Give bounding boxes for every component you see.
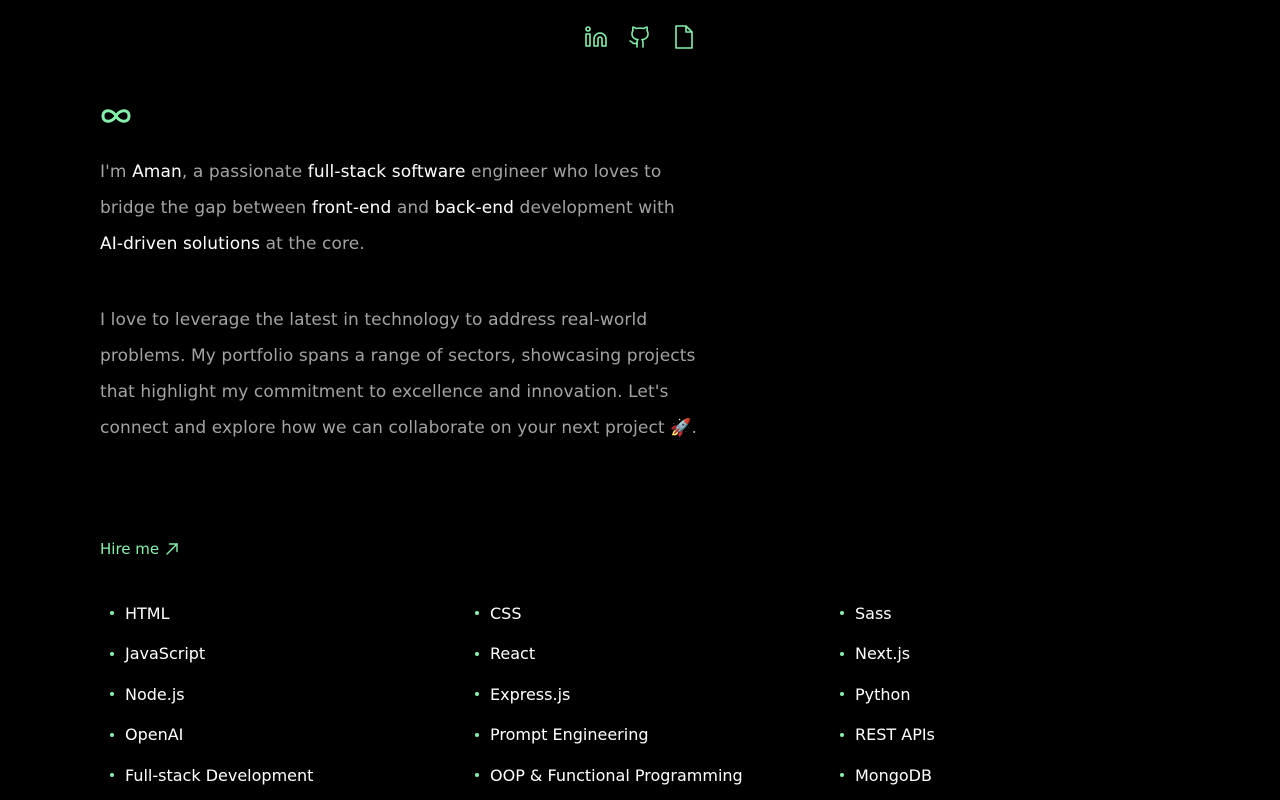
- document-icon: [672, 24, 696, 50]
- skill-label: JavaScript: [125, 644, 206, 664]
- skill-label: React: [490, 644, 536, 664]
- frontend-highlight: front-end: [311, 198, 392, 218]
- skill-label: OOP & Functional Programming: [490, 765, 743, 785]
- bullet-icon: [110, 733, 114, 737]
- github-link[interactable]: [628, 24, 652, 50]
- bio-text: and: [391, 198, 435, 218]
- bullet-icon: [475, 692, 479, 696]
- skill-item: [100, 755, 465, 796]
- hire-me-label: Hire me: [100, 540, 160, 558]
- resume-link[interactable]: [672, 24, 696, 50]
- linkedin-icon: [584, 25, 608, 49]
- bullet-icon: [840, 692, 844, 696]
- bullet-icon: [840, 733, 844, 737]
- skill-label: Python: [855, 684, 911, 704]
- bullet-icon: [475, 733, 479, 737]
- skill-label: MongoDB: [855, 765, 932, 785]
- bullet-icon: [110, 611, 114, 615]
- skill-label: Prompt Engineering: [490, 725, 649, 745]
- bio-text: development with: [514, 198, 675, 218]
- bullet-icon: [475, 773, 479, 777]
- bullet-icon: [475, 611, 479, 615]
- skill-item: [465, 715, 830, 756]
- skill-label: CSS: [490, 603, 522, 623]
- skill-item: [465, 755, 830, 796]
- skill-item: [465, 634, 830, 675]
- skill-item: [100, 593, 465, 634]
- bullet-icon: [110, 652, 114, 656]
- social-links: [0, 24, 1280, 50]
- ai-highlight: AI-driven solutions: [100, 234, 261, 254]
- bullet-icon: [840, 652, 844, 656]
- skill-label: Sass: [855, 603, 892, 623]
- infinity-icon: [100, 105, 132, 127]
- bullet-icon: [475, 652, 479, 656]
- skill-item: [830, 715, 1195, 756]
- github-icon: [628, 25, 652, 49]
- backend-highlight: back-end: [434, 198, 515, 218]
- hire-me-link[interactable]: [100, 540, 179, 558]
- bio-text: I'm: [100, 162, 133, 182]
- bio: [100, 154, 700, 446]
- skills-list: [100, 593, 1200, 796]
- skill-label: Node.js: [125, 684, 185, 704]
- skill-label: Express.js: [490, 684, 571, 704]
- skill-label: HTML: [125, 603, 170, 623]
- skill-item: [100, 715, 465, 756]
- bio-intro: [100, 154, 700, 262]
- bullet-icon: [840, 611, 844, 615]
- skill-label: Full-stack Development: [125, 765, 314, 785]
- skill-item: [830, 755, 1195, 796]
- skill-item: [465, 674, 830, 715]
- bullet-icon: [110, 773, 114, 777]
- skill-item: [465, 593, 830, 634]
- bio-text: engineer who loves to bridge the gap between: [100, 162, 662, 218]
- skill-label: REST APIs: [855, 725, 935, 745]
- name-highlight: Aman: [132, 162, 182, 182]
- skill-label: OpenAI: [125, 725, 184, 745]
- bio-paragraph: I love to leverage the latest in technology to address real-world problems. My portfolio spans a range of sectors, showcasing projects that highlight my commitment to excellence and innovation. Let's connect and explore how we can collaborate on your next project 🚀.: [100, 310, 697, 438]
- bullet-icon: [840, 773, 844, 777]
- role-highlight: full-stack software: [307, 162, 466, 182]
- skill-item: [830, 593, 1195, 634]
- bullet-icon: [110, 692, 114, 696]
- skill-label: Next.js: [855, 644, 911, 664]
- bio-text: , a passionate: [181, 162, 308, 182]
- skill-item: [100, 634, 465, 675]
- skill-item: [100, 674, 465, 715]
- skill-item: [830, 674, 1195, 715]
- linkedin-link[interactable]: [584, 24, 608, 50]
- arrow-up-right-icon: [165, 542, 179, 556]
- bio-text: at the core.: [260, 234, 365, 254]
- skill-item: [830, 634, 1195, 675]
